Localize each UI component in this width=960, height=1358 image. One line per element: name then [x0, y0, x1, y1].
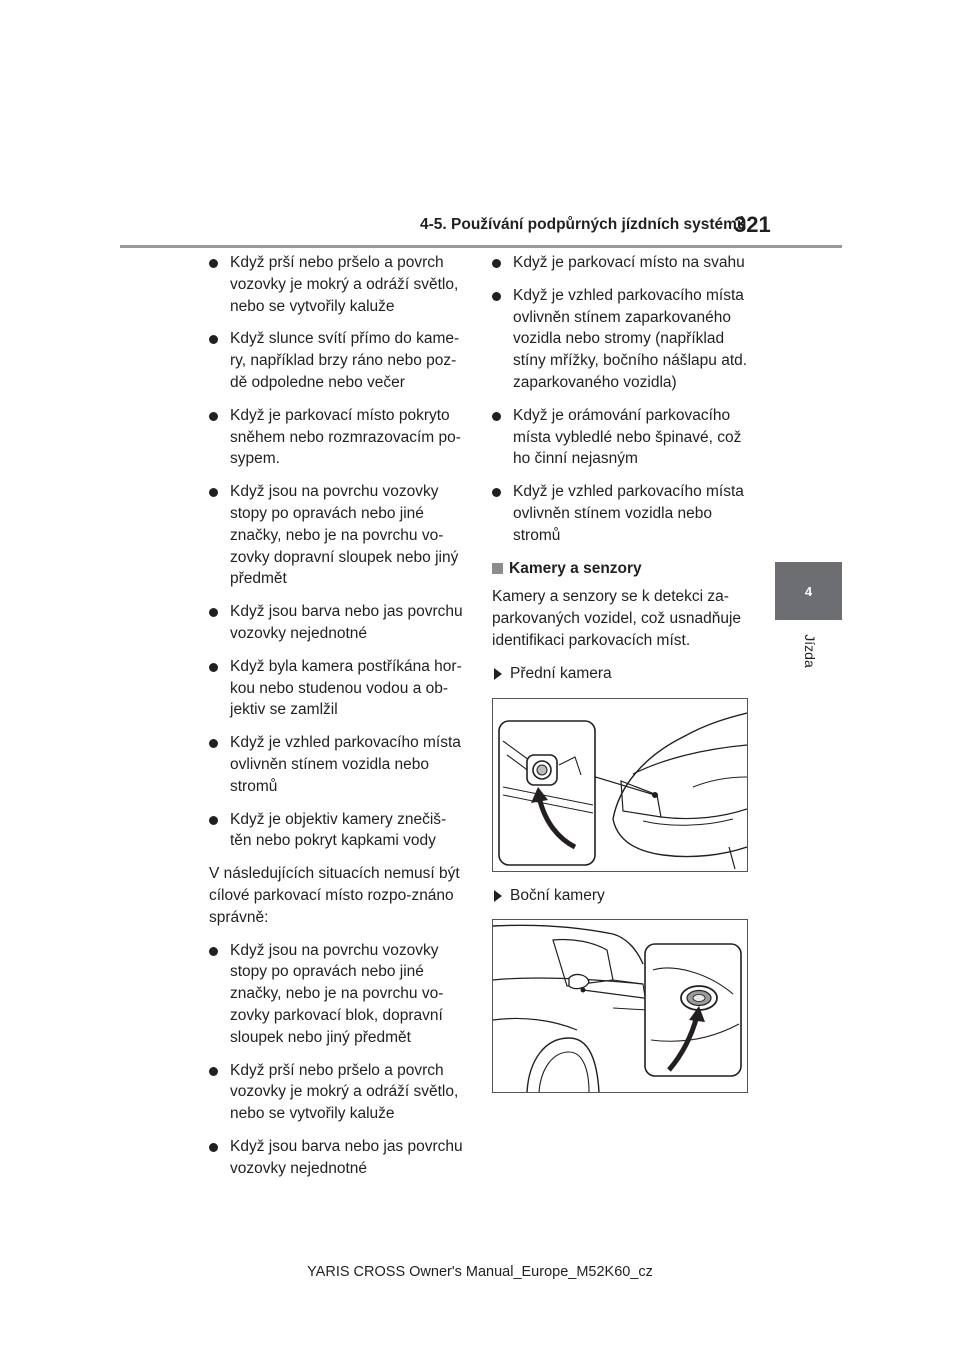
list-item: Když je vzhled parkovacího místa ovlivněn stínem vozidla nebo stromů: [492, 481, 752, 546]
left-column: [209, 252, 467, 1190]
side-cameras-label: Boční kamery: [492, 885, 752, 907]
list-item: Když jsou barva nebo jas povrchu vozovky nejednotné: [209, 1136, 467, 1180]
side-cameras-illustration: [493, 920, 747, 1092]
section-heading: Kamery a senzory: [492, 558, 752, 580]
list-item: Když je vzhled parkovacího místa ovlivněn stínem zaparkovaného vozidla nebo stromy (například stíny mřížky, bočního nášlapu atd. zaparkovaného vozidla): [492, 285, 752, 394]
header-rule: [120, 245, 842, 248]
chapter-side-label: [795, 628, 825, 674]
list-item: Když jsou na povrchu vozovky stopy po opravách nebo jiné značky, nebo je na povrchu vo-zovky parkovací blok, dopravní sloupek nebo jiný předmět: [209, 940, 467, 1049]
list-item: Když slunce svítí přímo do kame-ry, například brzy ráno nebo poz-dě odpoledne nebo večer: [209, 328, 467, 393]
list-item: Když prší nebo pršelo a povrch vozovky je mokrý a odráží světlo, nebo se vytvořily kaluže: [209, 252, 467, 317]
chapter-label-text: Jízda: [802, 634, 818, 668]
list-item: Když jsou na povrchu vozovky stopy po opravách nebo jiné značky, nebo je na povrchu vo-zovky dopravní sloupek nebo jiný předmět: [209, 481, 467, 590]
section-title: 4-5. Používání podpůrných jízdních systémů: [420, 216, 747, 233]
front-camera-illustration: [493, 699, 747, 871]
page-number: 321: [734, 212, 771, 237]
intro-paragraph: V následujících situacích nemusí být cílové parkovací místo rozpo-znáno správně:: [209, 865, 460, 926]
section-paragraph: Kamery a senzory se k detekci za-parkovaných vozidel, což usnadňuje identifikaci parkovacích míst.: [492, 588, 742, 649]
side-cameras-figure: [492, 919, 748, 1093]
list-item: Když byla kamera postříkána hor-kou nebo studenou vodou a ob-jektiv se zamlžil: [209, 656, 467, 721]
front-camera-label: Přední kamera: [492, 663, 752, 685]
list-item: Když prší nebo pršelo a povrch vozovky je mokrý a odráží světlo, nebo se vytvořily kaluže: [209, 1060, 467, 1125]
list-item: Když je objektiv kamery znečiš-těn nebo pokryt kapkami vody: [209, 809, 467, 853]
front-camera-figure: [492, 698, 748, 872]
list-item: Když je parkovací místo pokryto sněhem nebo rozmrazovacím po-sypem.: [209, 405, 467, 470]
list-item: Když jsou barva nebo jas povrchu vozovky nejednotné: [209, 601, 467, 645]
right-column: [492, 252, 752, 1106]
list-item: Když je orámování parkovacího místa vybledlé nebo špinavé, což ho činní nejasným: [492, 405, 752, 470]
chapter-number: 4: [804, 583, 813, 599]
footer-text: YARIS CROSS Owner's Manual_Europe_M52K60_cz: [307, 1264, 653, 1280]
list-item: Když je parkovací místo na svahu: [492, 252, 752, 274]
chapter-tab[interactable]: [775, 562, 842, 620]
list-item: Když je vzhled parkovacího místa ovlivněn stínem vozidla nebo stromů: [209, 732, 467, 797]
